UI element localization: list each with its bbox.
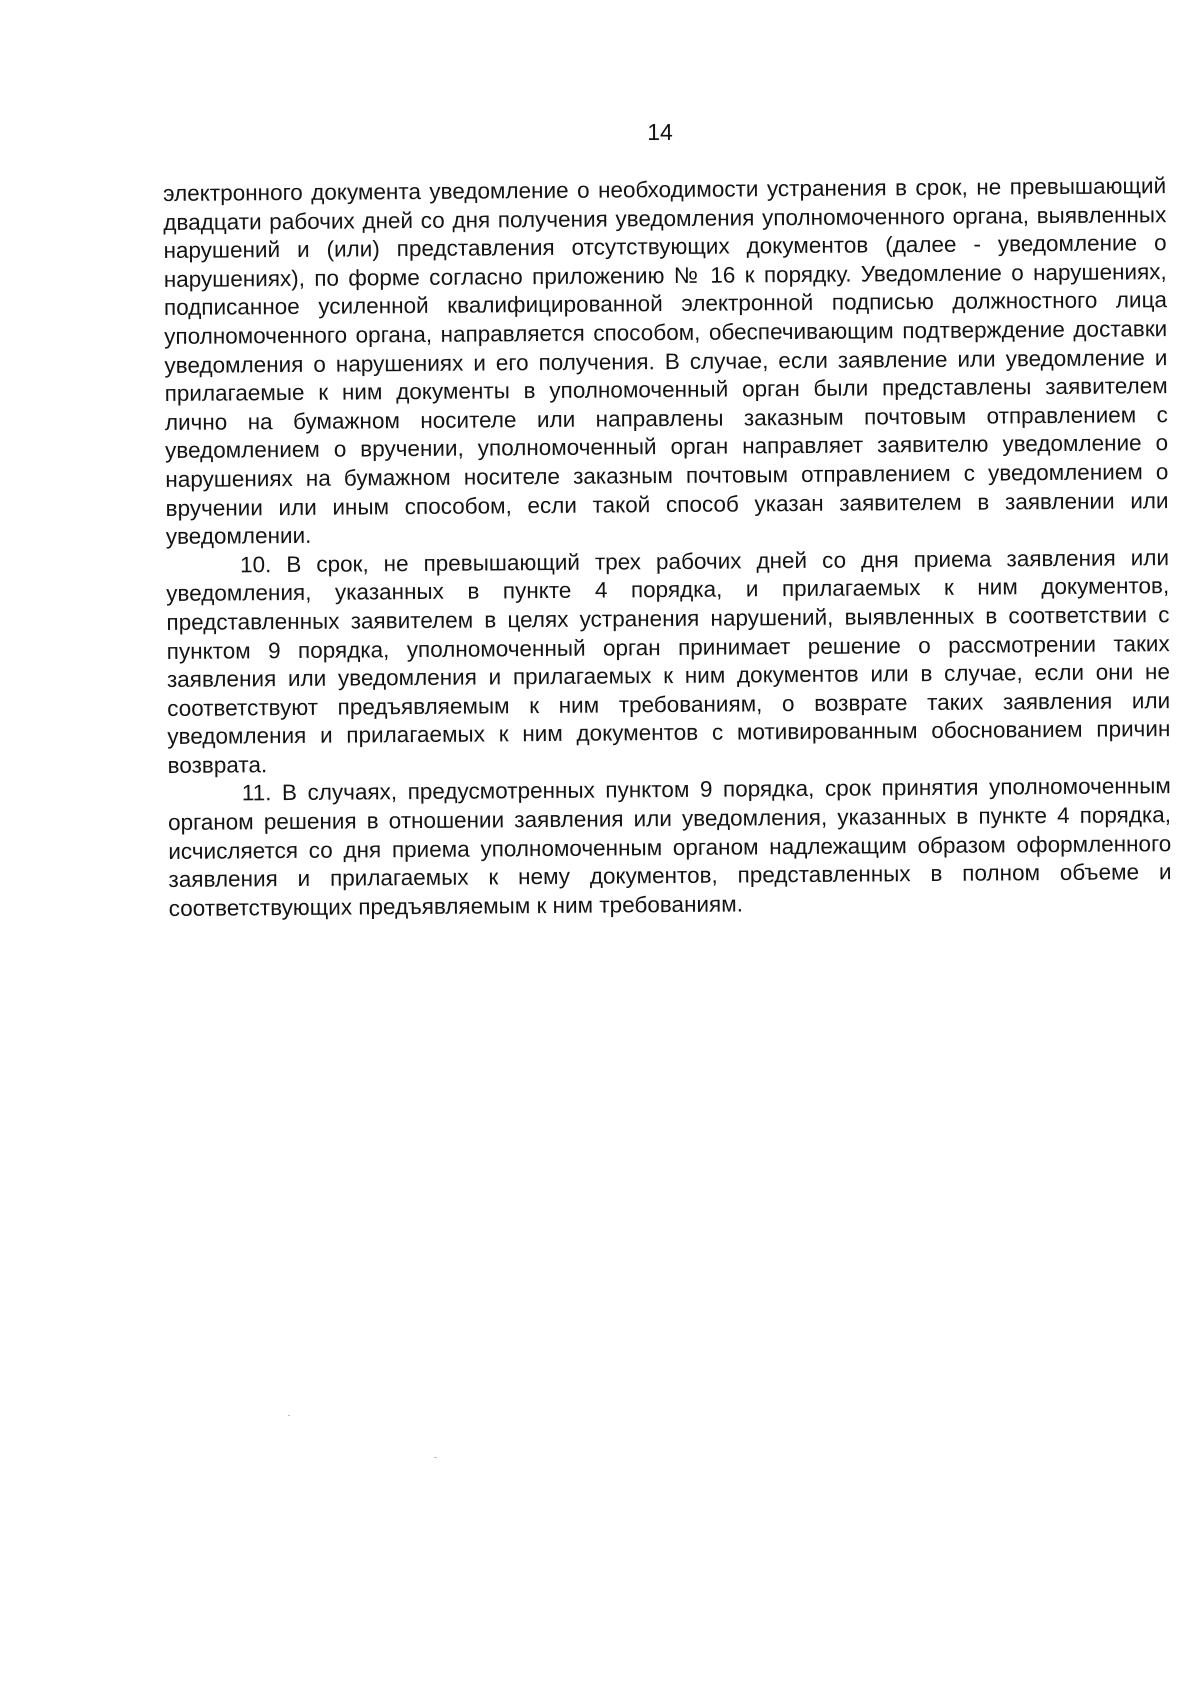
paragraph-11: 11. В случаях, предусмотренных пунктом 9 порядка, срок принятия уполномоченным органом решения в отношении заявления или уведомления, указанных в пункте 4 порядка, исчисляется со дня приема уполномоченным органом надлежащим образом оформленного заявления и прилагаемых к нему документов, представленных в полном объеме и соответствующих предъявляемым к ним требованиям. — [167, 773, 1172, 921]
body-text — [163, 172, 1172, 923]
page-number: 14 — [647, 119, 673, 145]
scan-artifact — [288, 1415, 290, 1416]
paragraph-10: 10. В срок, не превышающий трех рабочих дней со дня приема заявления или уведомления, указанных в пункте 4 порядка, и прилагаемых к ним документов, представленных заявителем в целях устранения нарушений, выявленных в соответствии с пунктом 9 порядка, уполномоченный орган принимает решение о рассмотрении таких заявления или уведомления и прилагаемых к ним документов или в случае, если они не соответствуют предъявляемым к ним требованиям, о возврате таких заявления или уведомления и прилагаемых к ним документов с мотивированным обоснованием причин возврата. — [166, 544, 1171, 778]
scan-artifact — [434, 1457, 437, 1458]
paragraph-continuation: электронного документа уведомление о необходимости устранения в срок, не превышающий двадцати рабочих дней со дня получения уведомления уполномоченного органа, выявленных нарушений и (или) представления отсутствующих документов (далее - уведомление о нарушениях), по форме согласно приложению № 16 к порядку. Уведомление о нарушениях, подписанное усиленной квалифицированной электронной подписью должностного лица уполномоченного органа, направляется способом, обеспечивающим подтверждение доставки уведомления о нарушениях и его получения. В случае, если заявление или уведомление и прилагаемые к ним документы в уполномоченный орган были представлены заявителем лично на бумажном носителе или направлены заказным почтовым отправлением с уведомлением о вручении, уполномоченный орган направляет заявителю уведомление о нарушениях на бумажном носителе заказным почтовым отправлением с уведомлением о вручении или иным способом, если такой способ указан заявителем в заявлении или уведомлении. — [163, 173, 1169, 550]
